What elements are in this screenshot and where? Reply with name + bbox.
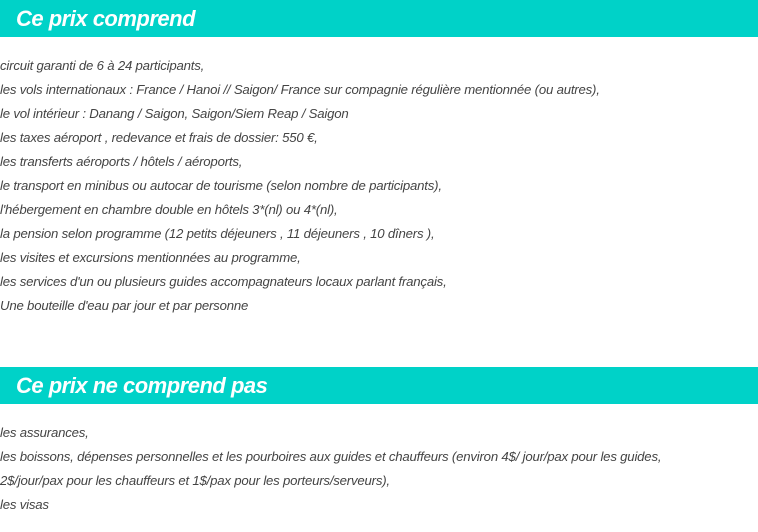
list-item: les taxes aéroport , redevance et frais de dossier: 550 €, bbox=[0, 130, 318, 145]
list-item: les visites et excursions mentionnées au programme, bbox=[0, 250, 301, 265]
included-title: Ce prix comprend bbox=[16, 6, 196, 31]
excluded-list bbox=[0, 421, 661, 517]
list-item: les boissons, dépenses personnelles et les pourboires aux guides et chauffeurs (environ 4$/ jour/pax pour les guides, bbox=[0, 449, 662, 464]
list-item: 2$/jour/pax pour les chauffeurs et 1$/pax pour les porteurs/serveurs), bbox=[0, 473, 390, 488]
list-item: Une bouteille d'eau par jour et par personne bbox=[0, 298, 249, 313]
list-item: l'hébergement en chambre double en hôtels 3*(nl) ou 4*(nl), bbox=[0, 202, 338, 217]
excluded-title: Ce prix ne comprend pas bbox=[16, 373, 268, 398]
excluded-header bbox=[0, 367, 758, 404]
list-item: les transferts aéroports / hôtels / aéroports, bbox=[0, 154, 243, 169]
list-item: le vol intérieur : Danang / Saigon, Saigon/Siem Reap / Saigon bbox=[0, 106, 349, 121]
included-list bbox=[0, 54, 600, 318]
list-item: les vols internationaux : France / Hanoi // Saigon/ France sur compagnie régulière mentionnée (ou autres), bbox=[0, 82, 600, 97]
list-item: la pension selon programme (12 petits déjeuners , 11 déjeuners , 10 dîners ), bbox=[0, 226, 435, 241]
list-item: les services d'un ou plusieurs guides accompagnateurs locaux parlant français, bbox=[0, 274, 447, 289]
list-item: les visas bbox=[0, 497, 49, 512]
included-header bbox=[0, 0, 758, 37]
list-item: les assurances, bbox=[0, 425, 89, 440]
list-item: le transport en minibus ou autocar de tourisme (selon nombre de participants), bbox=[0, 178, 442, 193]
list-item: circuit garanti de 6 à 24 participants, bbox=[0, 58, 205, 73]
